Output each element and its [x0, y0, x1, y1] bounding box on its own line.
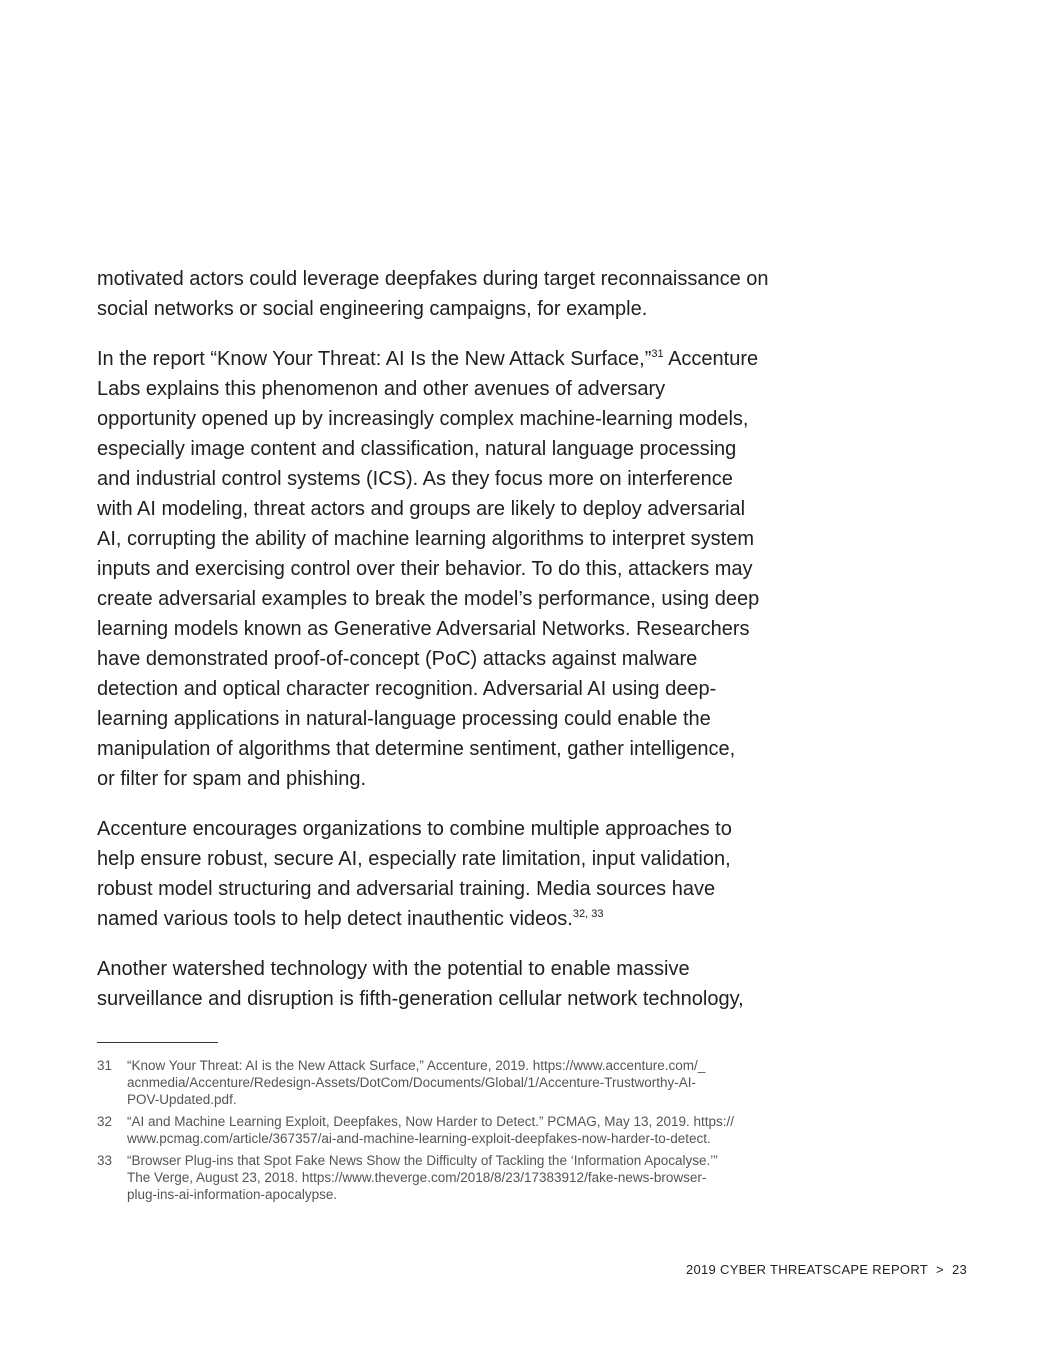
footnote-line: POV-Updated.pdf. [127, 1092, 237, 1107]
text-line: social networks or social engineering campaigns, for example. [97, 298, 648, 320]
text-segment: Accenture [663, 348, 759, 370]
text-segment: named various tools to help detect inauthentic videos. [97, 908, 573, 930]
text-segment: In the report “Know Your Threat: AI Is the New Attack Surface,” [97, 348, 652, 370]
footnote-reference: 32, 33 [572, 908, 604, 920]
text-line: Another watershed technology with the potential to enable massive [97, 958, 690, 980]
text-line: and industrial control systems (ICS). As they focus more on interference [97, 468, 733, 490]
text-line: AI, corrupting the ability of machine learning algorithms to interpret system [97, 528, 754, 550]
footnotes [97, 1057, 877, 1208]
text-line: or filter for spam and phishing. [97, 768, 367, 790]
paragraph-1 [97, 264, 857, 324]
footnote-number: 31 [97, 1058, 113, 1073]
footnote-number: 32 [97, 1114, 113, 1129]
text-line: learning models known as Generative Adversarial Networks. Researchers [97, 618, 750, 640]
page-number: 23 [951, 1262, 967, 1277]
footnote-divider [97, 1042, 218, 1043]
text-line: with AI modeling, threat actors and groups are likely to deploy adversarial [97, 498, 746, 520]
footnote-line: www.pcmag.com/article/367357/ai-and-machine-learning-exploit-deepfakes-now-harder-to-detect. [127, 1131, 711, 1146]
footnote-line: “AI and Machine Learning Exploit, Deepfakes, Now Harder to Detect.” PCMAG, May 13, 2019. https:// [127, 1114, 735, 1129]
footnote-33 [97, 1152, 877, 1203]
text-line: Labs explains this phenomenon and other avenues of adversary [97, 378, 666, 400]
footnote-line: “Browser Plug-ins that Spot Fake News Show the Difficulty of Tackling the ‘Information Apocalyse.’” [127, 1153, 718, 1168]
text-line: motivated actors could leverage deepfakes during target reconnaissance on [97, 268, 769, 290]
text-line: learning applications in natural-language processing could enable the [97, 708, 711, 730]
paragraph-3 [97, 814, 857, 934]
footnote-number: 33 [97, 1153, 113, 1168]
paragraph-2 [97, 344, 857, 794]
footnote-line: “Know Your Threat: AI is the New Attack Surface,” Accenture, 2019. https://www.accenture.com/_ [127, 1058, 706, 1073]
page-footer [686, 1262, 967, 1277]
text-line: surveillance and disruption is fifth-generation cellular network technology, [97, 988, 744, 1010]
text-line: Accenture encourages organizations to combine multiple approaches to [97, 818, 732, 840]
footnote-reference: 31 [651, 348, 664, 360]
report-title: 2019 CYBER THREATSCAPE REPORT [685, 1262, 929, 1277]
footnote-line: acnmedia/Accenture/Redesign-Assets/DotCom/Documents/Global/1/Accenture-Trustworthy-AI- [127, 1075, 696, 1090]
body-text [97, 264, 857, 1034]
text-line: inputs and exercising control over their behavior. To do this, attackers may [97, 558, 753, 580]
footnote-32 [97, 1113, 877, 1147]
text-line: robust model structuring and adversarial training. Media sources have [97, 878, 716, 900]
text-line: have demonstrated proof-of-concept (PoC) attacks against malware [97, 648, 698, 670]
paragraph-4 [97, 954, 857, 1014]
text-line: help ensure robust, secure AI, especially rate limitation, input validation, [97, 848, 731, 870]
text-line: create adversarial examples to break the model’s performance, using deep [97, 588, 760, 610]
footnote-line: The Verge, August 23, 2018. https://www.theverge.com/2018/8/23/17383912/fake-news-browser- [127, 1170, 707, 1185]
text-line: opportunity opened up by increasingly complex machine-learning models, [97, 408, 749, 430]
footer-separator: > [936, 1262, 944, 1277]
text-line: especially image content and classification, natural language processing [97, 438, 737, 460]
text-line: detection and optical character recognition. Adversarial AI using deep- [97, 678, 717, 700]
footnote-31 [97, 1057, 877, 1108]
text-line: manipulation of algorithms that determine sentiment, gather intelligence, [97, 738, 736, 760]
footnote-line: plug-ins-ai-information-apocalypse. [127, 1187, 338, 1202]
text-line [97, 904, 857, 934]
text-line [97, 344, 857, 374]
